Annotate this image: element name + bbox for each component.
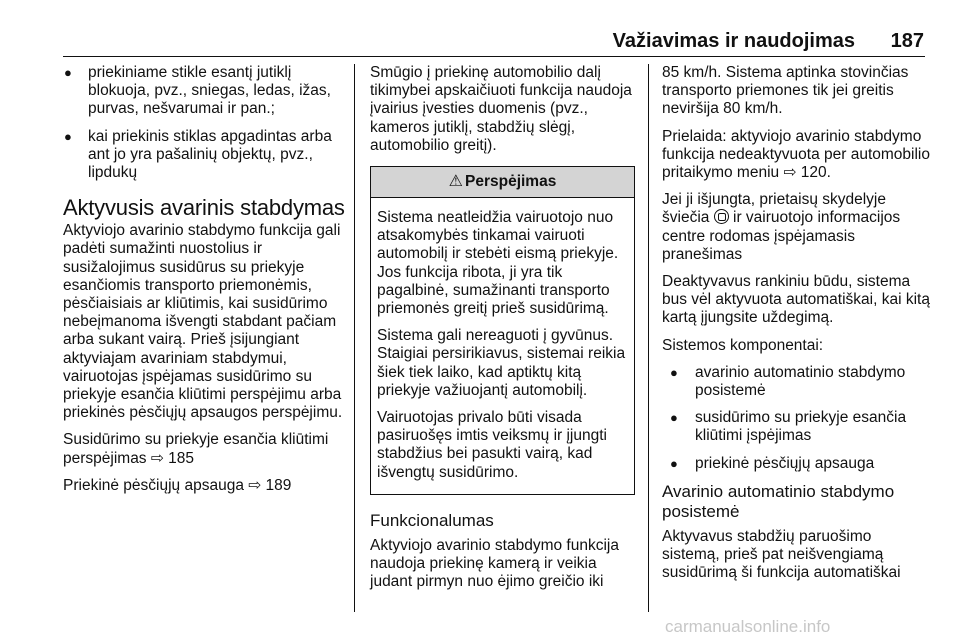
page-header (0, 30, 960, 54)
paragraph: Sistemos komponentai: (662, 336, 824, 354)
collision-system-off-icon (714, 209, 729, 224)
warning-triangle-icon: ⚠ (448, 173, 463, 191)
paragraph: 85 km/h. Sistema aptinka stovinčias transporto priemones tik jei greitis neviršija 80 km/h. (662, 64, 909, 118)
watermark: carmanualsonline.info (665, 617, 831, 636)
page-number: 187 (890, 30, 924, 52)
paragraph: Sistema neatleidžia vairuotojo nuo atsakomybės tinkamai vairuoti automobilį ir stebėti eismą priekyje. Jos funkcija ribota, ji yra tik pagalbinė, sumažinanti transporto priemonės greitį prieš susidūrimą. (377, 209, 619, 318)
paragraph: Prielaida: aktyviojo avarinio stabdymo funkcija nedeaktyvuota per automobilio pritaikymo meniu ⇨ 120. (662, 127, 930, 182)
paragraph: Sistema gali nereaguoti į gyvūnus. Staigiai persirikiavus, sistemai reikia šiek tiek laiko, kad aptiktų kitą priekyje važiuojantį automobilį. (377, 327, 626, 399)
warning-box (370, 166, 635, 495)
text: Jei ji išjungta, prietaisų skydelyje šviečia (662, 191, 886, 227)
list-item: ● kai priekinis stiklas apgadintas arba ant jo yra pašalinių objektų, pvz., lipdukų (63, 128, 345, 183)
header-title: Važiavimas ir naudojimas (612, 30, 855, 52)
header-rule (63, 56, 925, 57)
paragraph (662, 191, 930, 264)
bullet-list (63, 64, 345, 182)
warning-title: Perspėjimas (465, 173, 557, 191)
column-middle (370, 64, 635, 600)
paragraph: Aktyvavus stabdžių paruošimo sistemą, prieš pat neišvengiamą susidūrimą ši funkcija automatiškai (662, 527, 901, 582)
list-item: ● avarinio automatinio stabdymo posistemė (662, 364, 930, 400)
subheading: Funkcionalumas (370, 510, 494, 530)
paragraph: Deaktyvavus rankiniu būdu, sistema bus vėl aktyvuota automatiškai, kai kitą kartą įjungsite uždegimą. (662, 273, 930, 327)
paragraph: Aktyviojo avarinio stabdymo funkcija gali padėti sumažinti nuostolius ir susižalojimus susidūrus su priekyje esančiomis transporto priemonėmis, pėsčiaisiais ar kliūtimis, kai susidūrimo nebeįmanoma išvengti stabdant pačiam arba sukant vairą. Prieš įsijungiant aktyviajam avariniam stabdymui, vairuotojas įspėjamas susidūrimo su priekyje esančia kliūtimi perspėjimu arba priekinės pėsčiųjų apsaugos perspėjimu. (63, 222, 343, 422)
warning-body (371, 198, 634, 494)
text: ir vairuotojo informacijos centre rodomas įspėjamasis pranešimas (662, 209, 901, 263)
column-left (63, 64, 345, 504)
list-item: ● susidūrimo su priekyje esančia kliūtimi įspėjimas (662, 409, 930, 445)
column-divider-1 (354, 64, 355, 612)
paragraph: Vairuotojas privalo būti visada pasiruošęs imtis veiksmų ir įjungti stabdžius bei pasukti vairą, kad išvengtų susidūrimo. (377, 409, 607, 481)
subheading: Avarinio automatinio stabdymo posistemė (662, 481, 895, 521)
column-divider-2 (648, 64, 649, 612)
bullet-list (662, 364, 930, 473)
paragraph: Aktyviojo avarinio stabdymo funkcija naudoja priekinę kamerą ir veikia judant pirmyn nuo ėjimo greičio iki (370, 536, 619, 591)
column-right (662, 64, 930, 591)
list-item: ● priekinė pėsčiųjų apsauga (662, 455, 930, 473)
warning-header (371, 167, 634, 198)
cross-reference: Susidūrimo su priekyje esančia kliūtimi perspėjimas ⇨ 185 (63, 431, 329, 467)
section-heading: Aktyvusis avarinis stabdymas (63, 195, 345, 221)
list-item: ● priekiniame stikle esantį jutiklį blokuoja, pvz., sniegas, ledas, ižas, purvas, nešvarumai ir pan.; (63, 64, 345, 119)
paragraph: Smūgio į priekinę automobilio dalį tikimybei apskaičiuoti funkcija naudoja įvairius įvesties duomenis (pvz., kameros jutiklį, stabdžių slėgį, automobilio greitį). (370, 64, 632, 154)
cross-reference: Priekinė pėsčiųjų apsauga ⇨ 189 (63, 476, 292, 494)
